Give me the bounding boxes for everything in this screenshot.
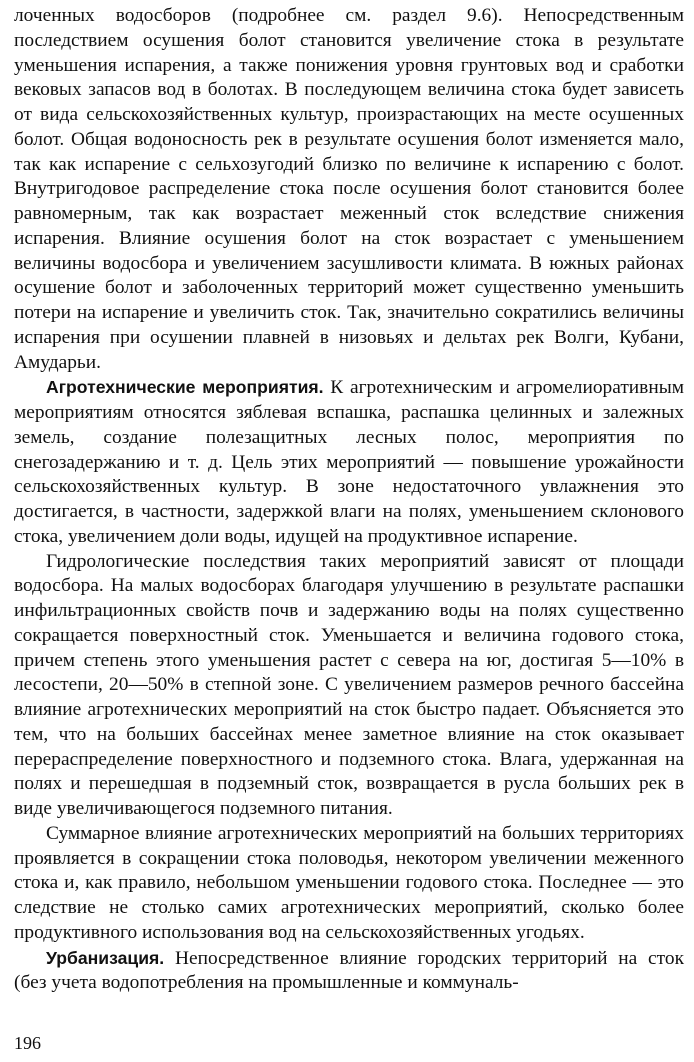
paragraph-text: К агротехническим и агромелиоративным мероприятиям относятся зяблевая вспашка, распашка целинных и залежных земель, создание полезащитных лесных полос, мероприятия по снегозадержанию и т. д. Цель этих мероприятий — повышение урожайности сельскохозяйственных культур. В зоне недостаточного увлажнения это достигается, в частности, задержкой влаги на полях, уменьшением склонового стока, увеличением доли воды, идущей на продуктивное испарение.	[14, 377, 684, 547]
paragraph-text: Непосредственное влияние городских территорий на сток (без учета водопотребления на промышленные и коммуналь-	[14, 947, 684, 994]
section-heading-agrotechnical: Агротехнические мероприятия.	[46, 377, 324, 398]
paragraph-urbanization	[14, 946, 684, 997]
paragraph-total-influence	[14, 822, 684, 946]
page-number: 196	[14, 1033, 41, 1053]
paragraph-agrotechnical-measures	[14, 375, 684, 549]
paragraph-text: Суммарное влияние агротехнических мероприятий на больших территориях проявляется в сокращении стока половодья, некотором увеличении меженного стока и, как правило, небольшом уменьшении годового стока. Последнее — это следствие не столько самих агротехнических мероприятий, сколько более продуктивного использования вод на сельскохозяйственных угодьях.	[14, 822, 684, 943]
paragraph-drainage-effects	[14, 4, 684, 375]
paragraph-hydrological-consequences	[14, 550, 684, 822]
paragraph-text: Гидрологические последствия таких мероприятий зависят от площади водосбора. На малых водосборах благодаря улучшению в результате распашки инфильтрационных свойств почв и задержанию воды на полях существенно сокращается поверхностный сток. Уменьшается и величина годового стока, причем степень этого уменьшения растет с севера на юг, достигая 5—10% в лесостепи, 20—50% в степной зоне. С увеличением размеров речного бассейна влияние агротехнических мероприятий на сток быстро падает. Объясняется это тем, что на больших бассейнах менее заметное влияние на сток оказывает перераспределение поверхностного и подземного стока. Влага, удержанная на полях и перешедшая в подземный сток, возвращается в русла больших рек в виде увеличивающегося подземного питания.	[14, 550, 684, 819]
paragraph-text: лоченных водосборов (подробнее см. раздел 9.6). Непосредственным последствием осушения болот становится увеличение стока в результате уменьшения испарения, а также понижения уровня грунтовых вод и сработки вековых запасов вод в болотах. В последующем величина стока будет зависеть от вида сельскохозяйственных культур, произрастающих на месте осушенных болот. Общая водоносность рек в результате осушения болот изменяется мало, так как испарение с сельхозугодий близко по величине к испарению с болот. Внутригодовое распределение стока после осушения болот становится более равномерным, так как возрастает меженный сток вследствие снижения испарения. Влияние осушения болот на сток возрастает с уменьшением величины водосбора и увеличением засушливости климата. В южных районах осушение болот и заболоченных территорий может существенно уменьшить потери на испарение и увеличить сток. Так, значительно сократились величины испарения при осушении плавней в низовьях и дельтах рек Волги, Кубани, Амударьи.	[14, 5, 684, 373]
section-heading-urbanization: Урбанизация.	[46, 947, 165, 968]
